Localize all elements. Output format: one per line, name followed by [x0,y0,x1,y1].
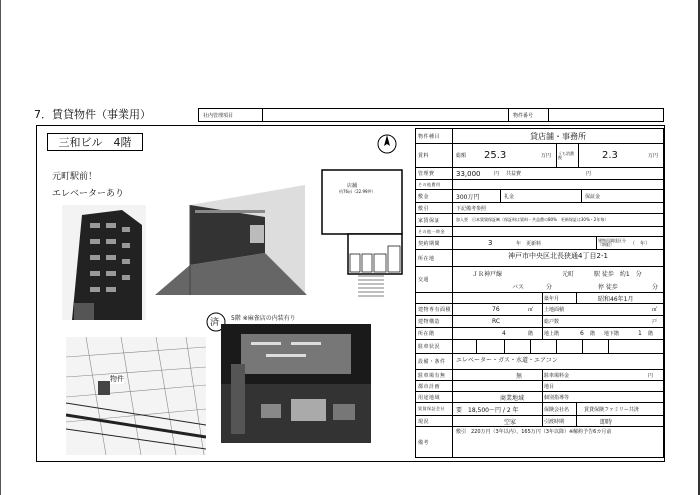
rent-label: 賃料 [416,144,453,167]
insure-req-label: 賃貸保証会社 [416,403,453,415]
row-built [416,292,663,303]
above-label: 地上階 [544,331,560,337]
building-photo [62,205,146,320]
units-unit: 戸 [652,319,658,325]
handover-label: 引渡時期 [544,418,565,425]
area-value: 76 [492,306,500,313]
floor-plan [314,168,406,300]
row-rent [416,143,663,167]
line-value: ＪＲ神戸線 [472,271,503,278]
insure-co-value: 賃貸保険ファミリー共済 [584,406,639,413]
below-label: 地下階 [604,331,620,337]
row-insure [416,402,663,415]
rent-total-label: 総額 [456,153,467,159]
number-label: 物件番号 [509,109,549,121]
other-cost-label: その他費用 [416,180,453,189]
row-remarks [416,426,663,457]
floor5-photo [221,324,371,443]
row-other-lump [416,226,663,236]
section-title: 7．賃貸物件（事業用） [34,108,151,121]
parking-fee-unit: 円 [648,372,654,379]
structure-label: 建物構造 [416,316,453,327]
above-unit: 階 [590,331,596,337]
walk-time: 駅 徒歩 約1 分 [594,271,642,278]
below-value: 1 [638,330,642,337]
built-value: 昭和46年1月 [598,295,634,303]
type-value: 貸店舗・事務所 [530,131,586,141]
row-zoning [416,380,663,391]
row-mgmt-fee [416,167,663,179]
mgmt-value [263,109,509,121]
contract-label: 契約期間 [416,237,453,249]
row-status [416,415,663,426]
insurance-value: 加入要 日本賃貸保証㈱（保証料は賃料・共益費の80% 更新保証は30%・2年毎） [456,217,609,222]
use-sub-label: 個別指導等 [544,394,570,401]
floorplan-shop-label: 店舗 [347,183,358,189]
row-structure [416,315,663,327]
blank-label [416,293,453,303]
amortize-label: 敷引 [416,203,453,213]
land-unit: ㎡ [652,307,658,313]
contract-unit: 年 [516,240,522,247]
traffic-label: 交通 [416,267,453,292]
bus-label: バス [512,284,525,291]
handover-value: 即時 [600,418,613,426]
insurance-label: 家賃保証 [416,214,453,226]
use-value: 商業地域 [500,394,525,402]
units-label: 総戸数 [544,319,560,325]
floor-value: 4 [502,330,506,337]
row-area [416,303,663,315]
row-type [416,129,663,143]
renewal-label: 更新料 [526,240,542,247]
zone-label: 都市計画 [416,381,453,391]
row-address [416,249,663,266]
parking-fee-label: 駐車場料金 [544,372,570,379]
use-label: 用途地域 [416,392,453,402]
area-label: 建物専有面積 [416,304,453,315]
status-label: 現況 [416,416,453,426]
renewal-fee-value: （ 年） [630,240,651,247]
contract-value: 3 [488,239,493,247]
amortize-value: 下記備考参照 [456,205,487,212]
note-line-2: エレベーターあり [52,189,125,199]
row-other-cost [416,179,663,189]
row-traffic [416,266,663,292]
parking-label: 駐車場有無 [416,370,453,380]
structure-value: RC [492,318,501,325]
mgmt-fee-unit2: 円 [586,171,592,177]
status-value: 空家 [504,418,517,426]
deposit-label: 敷金 [416,190,453,202]
tax-value: 2.3 [602,150,618,161]
tax-unit: 万円 [648,153,659,159]
building-name: 三和ビル 4階 [47,133,143,151]
key-money-label: 礼金 [504,193,515,200]
number-value [549,109,663,121]
remarks-value: 敷引 220万円（3年以内）、165万円（3年以降）※解約予告6カ月前 [456,429,612,435]
guarantee-label: 保証金 [585,193,601,200]
type-label: 物件種目 [416,129,453,143]
renewal-fee-label: 建物再調達区分（期限） [598,238,626,247]
row-facilities [416,353,663,369]
row-parking [416,369,663,380]
row-amortize [416,202,663,213]
mgmt-fee-unit: 円 [494,171,500,177]
mgmt-fee-value: 33,000 [456,169,481,178]
row-use [416,391,663,402]
area-unit: ㎡ [528,307,534,313]
compass-icon [376,133,398,155]
mgmt-label: 社内管理項目 [199,109,263,121]
floor5-label: 5階 ※麻雀店の内装有り [231,315,296,322]
stamp-text: 済 [210,318,220,328]
facilities-label: 設備・条件 [416,354,453,369]
row-parking-state [416,339,663,353]
deposit-value: 300万円 [456,193,480,201]
floor-label: 所在階 [416,328,453,339]
land-label: 土地面積 [544,307,565,313]
insure-value: 要 18,500～円 / 2 年 [456,406,519,414]
parking-state-label: 駐車状況 [416,340,453,353]
insure-co-label: 保険会社名 [544,406,570,413]
location-map [66,337,206,455]
row-insurance [416,213,663,226]
facilities-value: エレベーター・ガス・水道・エアコン [456,357,558,364]
rent-unit: 万円 [541,153,552,159]
floorplan-area-label: 約76㎡（22.99坪） [339,189,376,194]
stop-label: 停 徒歩 [598,284,618,291]
remarks-label: 備考 [416,427,453,457]
rent-value: 25.3 [484,150,507,161]
top-bar [198,108,664,122]
spec-table [415,128,664,458]
mgmt-fee-label: 管理費 [416,168,453,179]
address-label: 所在地 [416,250,453,266]
station-value: 元町 [562,271,575,278]
bus-min: 分 [546,284,553,291]
row-contract [416,236,663,249]
map-property-label: 物件 [110,375,124,383]
stop-min: 分 [652,284,659,291]
built-label: 築年月 [544,295,560,302]
floor4-photo [155,175,307,295]
zone-sub-label: 地目 [544,383,555,390]
note-line-1: 元町駅前！ [52,172,98,182]
tax-label: うち消費税 [558,150,574,160]
below-unit: 階 [648,331,654,337]
row-floors [416,327,663,339]
other-lump-label: その他一時金 [416,227,453,236]
floor-unit: 階 [528,331,534,337]
row-deposit [416,189,663,202]
address-value: 神戸市中央区北長狭通4丁目2-1 [508,252,608,260]
above-value: 6 [580,330,584,337]
mgmt-fee-sub: 共益費 [506,171,522,177]
parking-value: 無 [516,372,523,380]
